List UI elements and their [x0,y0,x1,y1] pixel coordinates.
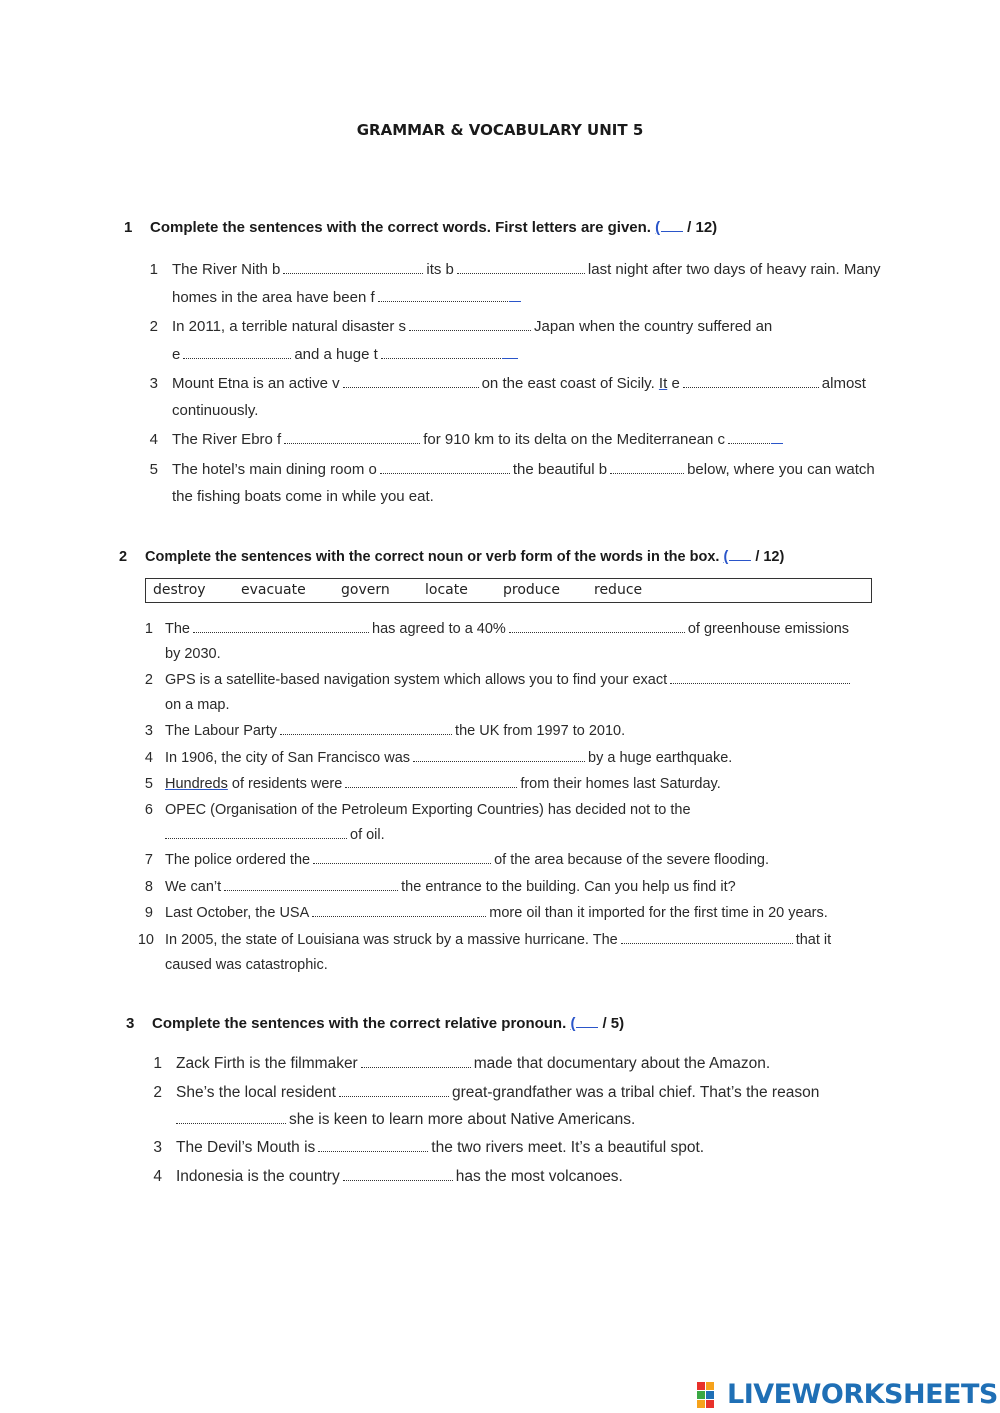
section2-score: ( / 12) [723,549,785,565]
answer-blank[interactable] [380,461,510,474]
answer-blank[interactable] [378,289,508,302]
word-box-item: govern [341,582,390,598]
logo-grid-icon [697,1380,725,1408]
answer-blank[interactable] [610,461,684,474]
answer-blank[interactable] [313,851,491,864]
section3-score-input[interactable] [576,1014,598,1028]
answer-blank[interactable] [621,931,793,944]
answer-blank[interactable] [409,318,531,331]
answer-blank[interactable] [224,878,398,891]
answer-blank[interactable] [165,826,347,839]
liveworksheets-logo [697,1377,998,1411]
answer-blank[interactable] [193,620,369,633]
answer-blank[interactable] [683,375,819,388]
word-box-item: destroy [153,582,206,598]
section2-heading [119,547,784,565]
answer-blank[interactable] [183,346,291,359]
word-box-item: evacuate [241,582,306,598]
answer-blank[interactable] [343,1168,453,1181]
answer-blank[interactable] [361,1055,471,1068]
word-box-item: produce [503,582,560,598]
word-box-item: locate [425,582,468,598]
answer-blank[interactable] [284,431,420,444]
word-box [145,578,872,603]
item-number: 1 [149,261,158,278]
section1-score: ( / 12) [655,219,718,236]
section2-score-input[interactable] [729,547,751,561]
answer-blank[interactable] [509,620,685,633]
answer-blank[interactable] [343,375,479,388]
answer-blank[interactable] [339,1084,449,1097]
answer-blank[interactable] [345,775,517,788]
word-box-item: reduce [594,582,643,598]
section2-number: 2 [119,549,128,565]
answer-blank[interactable] [283,261,423,274]
answer-blank[interactable] [728,431,770,444]
brand-name: LIVEWORKSHEETS [727,1378,998,1410]
answer-blank[interactable] [176,1111,286,1124]
answer-blank[interactable] [318,1139,428,1152]
section1-heading [124,218,717,236]
section1-number: 1 [124,219,133,236]
section3-heading [126,1014,624,1032]
answer-blank[interactable] [670,671,850,684]
page-title: GRAMMAR & VOCABULARY UNIT 5 [356,121,644,139]
section3-instructions: Complete the sentences with the correct relative pronoun. [152,1015,567,1032]
section1-instructions: Complete the sentences with the correct words. First letters are given. [150,219,651,236]
section3-score: ( / 5) [570,1015,625,1032]
answer-blank[interactable] [280,722,452,735]
answer-blank[interactable] [381,346,501,359]
answer-blank[interactable] [457,261,585,274]
answer-blank[interactable] [413,749,585,762]
answer-blank[interactable] [312,904,486,917]
section2-instructions: Complete the sentences with the correct noun or verb form of the words in the box. [145,549,720,565]
section3-number: 3 [126,1015,135,1032]
section1-score-input[interactable] [661,218,683,232]
